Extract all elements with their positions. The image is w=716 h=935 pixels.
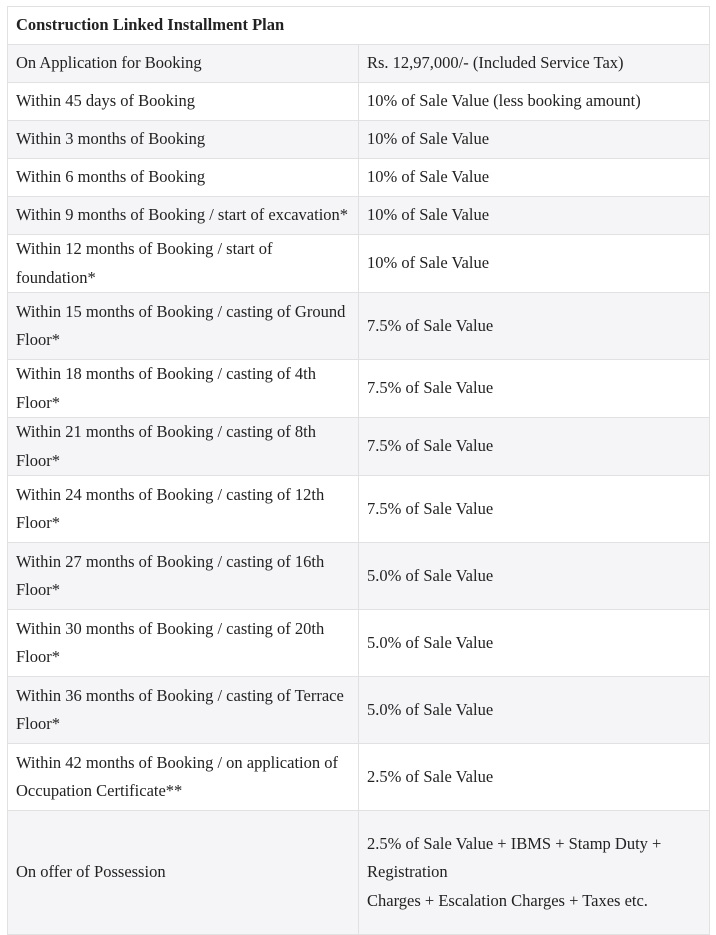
amount-cell: 7.5% of Sale Value [359, 360, 710, 418]
table-row [8, 360, 710, 418]
table-row [8, 121, 710, 159]
table-row [8, 293, 710, 360]
stage-cell: Within 6 months of Booking [8, 159, 359, 197]
table-row [8, 543, 710, 610]
stage-cell: Within 27 months of Booking / casting of 16th Floor* [8, 543, 359, 610]
stage-cell: Within 21 months of Booking / casting of 8th Floor* [8, 418, 359, 476]
amount-cell [359, 811, 710, 935]
table-row [8, 677, 710, 744]
amount-cell: 5.0% of Sale Value [359, 543, 710, 610]
stage-cell: Within 24 months of Booking / casting of 12th Floor* [8, 476, 359, 543]
table-row [8, 476, 710, 543]
stage-cell: On Application for Booking [8, 45, 359, 83]
table-row [8, 197, 710, 235]
stage-cell: Within 12 months of Booking / start of foundation* [8, 235, 359, 293]
stage-cell: Within 42 months of Booking / on application of Occupation Certificate** [8, 744, 359, 811]
table-row [8, 83, 710, 121]
amount-cell: 10% of Sale Value [359, 197, 710, 235]
stage-cell: Within 9 months of Booking / start of excavation* [8, 197, 359, 235]
table-row [8, 235, 710, 293]
table-row [8, 610, 710, 677]
table-row [8, 45, 710, 83]
amount-cell: 10% of Sale Value [359, 159, 710, 197]
amount-cell: 5.0% of Sale Value [359, 677, 710, 744]
stage-cell: Within 45 days of Booking [8, 83, 359, 121]
installment-plan-table [7, 6, 710, 935]
table-row [8, 744, 710, 811]
table-title: Construction Linked Installment Plan [8, 7, 710, 45]
stage-cell: Within 18 months of Booking / casting of 4th Floor* [8, 360, 359, 418]
amount-cell: Rs. 12,97,000/- (Included Service Tax) [359, 45, 710, 83]
amount-line: 2.5% of Sale Value + IBMS + Stamp Duty + Registration [367, 833, 662, 882]
amount-cell: 10% of Sale Value [359, 235, 710, 293]
stage-cell: Within 15 months of Booking / casting of Ground Floor* [8, 293, 359, 360]
stage-cell: Within 36 months of Booking / casting of Terrace Floor* [8, 677, 359, 744]
stage-cell: Within 30 months of Booking / casting of 20th Floor* [8, 610, 359, 677]
amount-cell: 7.5% of Sale Value [359, 418, 710, 476]
table-title-row [8, 7, 710, 45]
amount-line: Charges + Escalation Charges + Taxes etc. [367, 890, 648, 910]
table-row [8, 159, 710, 197]
stage-cell: Within 3 months of Booking [8, 121, 359, 159]
amount-cell: 2.5% of Sale Value [359, 744, 710, 811]
amount-cell: 7.5% of Sale Value [359, 293, 710, 360]
amount-cell: 10% of Sale Value (less booking amount) [359, 83, 710, 121]
amount-cell: 10% of Sale Value [359, 121, 710, 159]
table-row [8, 418, 710, 476]
stage-cell: On offer of Possession [8, 811, 359, 935]
amount-cell: 7.5% of Sale Value [359, 476, 710, 543]
table-row [8, 811, 710, 935]
amount-cell: 5.0% of Sale Value [359, 610, 710, 677]
